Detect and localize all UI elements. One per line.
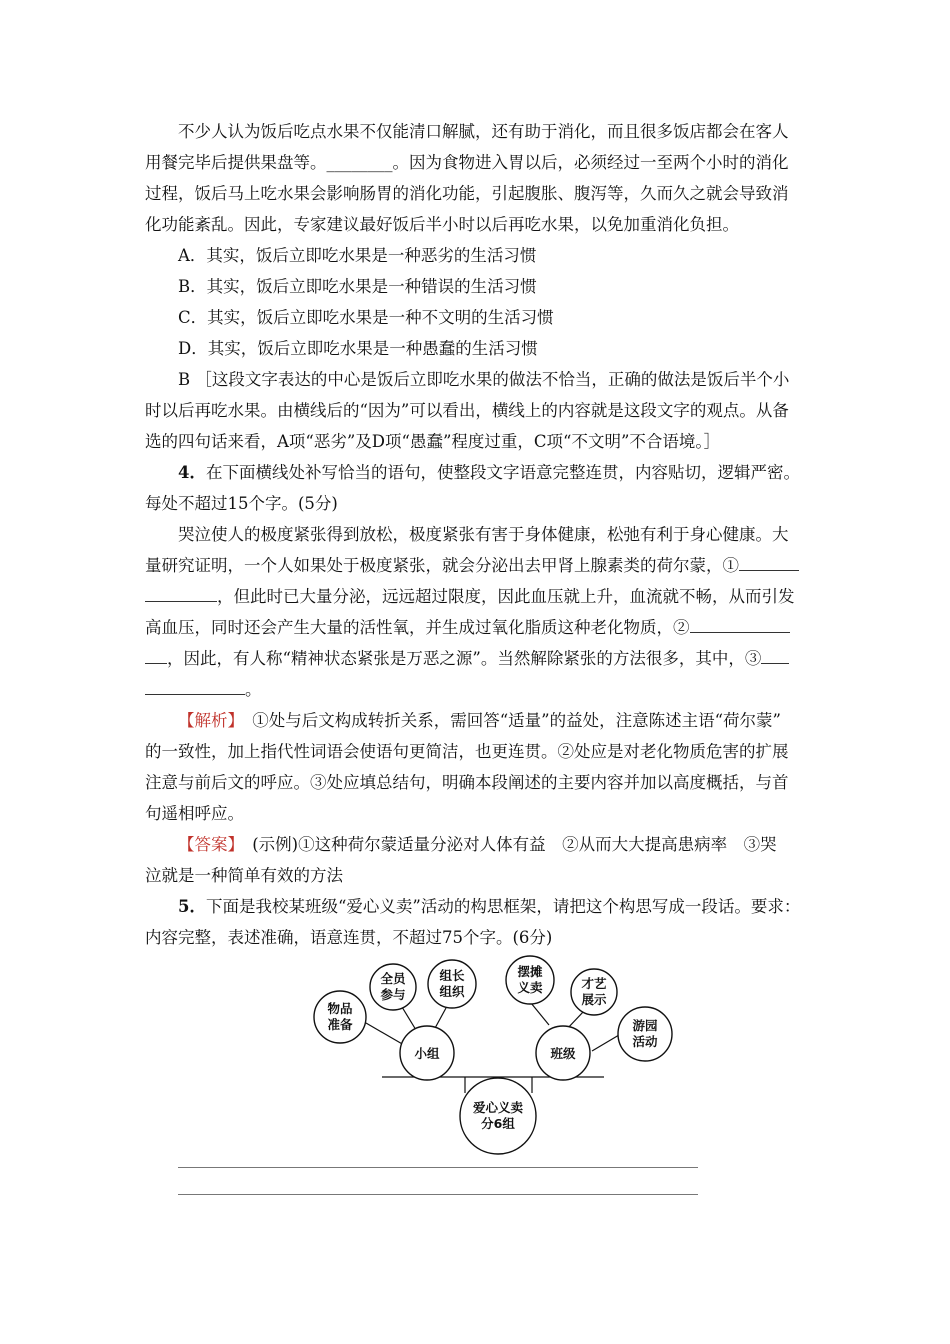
q5-number: 5． bbox=[178, 897, 206, 916]
q4-analysis-line-2: 的一致性，加上指代性词语会使语句更简洁，也更连贯。②处应是对老化物质危害的扩展 bbox=[145, 742, 789, 761]
q3-option-d: D．其实，饭后立即吃水果是一种愚蠢的生活习惯 bbox=[178, 339, 538, 358]
q5-prompt-text: 下面是我校某班级“爱心义卖”活动的构思框架，请把这个构思写成一段话。要求： bbox=[205, 897, 801, 916]
q3-answer-line-3: 选的四句话来看，A项“恶劣”及D项“愚蠢”程度过重，C项“不文明”不合语境。］ bbox=[145, 432, 721, 451]
q4-passage-text-2: 量研究证明，一个人如果处于极度紧张，就会分泌出去甲肾上腺素类的荷尔蒙，① bbox=[145, 556, 739, 575]
connector-youyuan bbox=[592, 1035, 619, 1051]
leaf-youyuan-label-2: 活动 bbox=[632, 1034, 658, 1049]
connector-baitan bbox=[531, 1003, 549, 1025]
q3-option-b: B．其实，饭后立即吃水果是一种错误的生活习惯 bbox=[178, 277, 537, 296]
leaf-zuzhang-label-2: 组织 bbox=[439, 984, 465, 999]
q4-analysis-line-3: 注意与前后文的呼应。③处应填总结句，明确本段阐述的主要内容并加以高度概括，与首 bbox=[145, 773, 789, 792]
q4-prompt-text: 在下面横线处补写恰当的语句，使整段文字语意完整连贯，内容贴切，逻辑严密。 bbox=[205, 463, 800, 482]
leaf-baitan-label-1: 摆摊 bbox=[517, 964, 543, 979]
q3-option-a: A．其实，饭后立即吃水果是一种恶劣的生活习惯 bbox=[178, 246, 537, 265]
leaf-quanyuan-label-1: 全员 bbox=[380, 971, 406, 986]
connector-zuzhang bbox=[434, 1008, 446, 1030]
hub-class-label: 班级 bbox=[550, 1046, 576, 1061]
answer-writing-line-2[interactable] bbox=[178, 1194, 698, 1195]
leaf-caiyi-label-1: 才艺 bbox=[581, 976, 607, 991]
leaf-wupin-label-1: 物品 bbox=[327, 1001, 353, 1016]
q4-analysis-line-4: 句遥相呼应。 bbox=[145, 804, 244, 823]
q4-passage-text-3: ，但此时已大量分泌，远远超过限度，因此血压就上升，血流就不畅，从而引发 bbox=[217, 587, 795, 606]
q4-passage-line-1: 哭泣使人的极度紧张得到放松，极度紧张有害于身体健康，松弛有利于身心健康。大 bbox=[178, 525, 789, 544]
center-label-2: 分6组 bbox=[481, 1116, 515, 1131]
q4-answer-line-2: 泣就是一种简单有效的方法 bbox=[145, 866, 343, 885]
q3-passage-line-2: 用餐完毕后提供果盘等。________。因为食物进入胃以后，必须经过一至两个小时的消化 bbox=[145, 153, 789, 172]
q3-passage-line-3: 过程，饭后马上吃水果会影响肠胃的消化功能，引起腹胀、腹泻等，久而久之就会导致消 bbox=[145, 184, 789, 203]
q3-answer-line-1: B ［这段文字表达的中心是饭后立即吃水果的做法不恰当，正确的做法是饭后半个小 bbox=[178, 370, 790, 389]
answer-tag: 【答案】 bbox=[178, 835, 236, 854]
q3-answer-line-2: 时以后再吃水果。由横线后的“因为”可以看出，横线上的内容就是这段文字的观点。从备 bbox=[145, 401, 789, 420]
analysis-tag: 【解析】 bbox=[178, 711, 236, 730]
connector-quanyuan bbox=[402, 1007, 416, 1030]
analysis-text-1: ①处与后文构成转折关系，需回答“适量”的益处，注意陈述主语“荷尔蒙” bbox=[252, 711, 781, 730]
q3-passage-line-4: 化功能紊乱。因此，专家建议最好饭后半小时以后再吃水果，以免加重消化负担。 bbox=[145, 215, 739, 234]
q4-passage-text-5: ，因此，有人称“精神状态紧张是万恶之源”。当然解除紧张的方法很多，其中，③ bbox=[167, 649, 762, 668]
connector-wupin bbox=[366, 1023, 404, 1045]
answer-writing-line-1[interactable] bbox=[178, 1167, 698, 1168]
leaf-youyuan-label-1: 游园 bbox=[632, 1018, 658, 1033]
hub-group-label: 小组 bbox=[414, 1046, 440, 1061]
leaf-quanyuan-label-2: 参与 bbox=[380, 987, 406, 1002]
q4-prompt-line-2: 每处不超过15个字。(5分) bbox=[145, 494, 338, 513]
leaf-baitan-label-2: 义卖 bbox=[517, 980, 543, 995]
leaf-wupin-label-2: 准备 bbox=[327, 1017, 353, 1032]
leaf-zuzhang-label-1: 组长 bbox=[439, 968, 465, 983]
q3-option-c: C．其实，饭后立即吃水果是一种不文明的生活习惯 bbox=[178, 308, 554, 327]
q4-passage-text-4: 高血压，同时还会产生大量的活性氧，并生成过氧化脂质这种老化物质，② bbox=[145, 618, 690, 637]
q3-passage-line-1: 不少人认为饭后吃点水果不仅能清口解腻，还有助于消化，而且很多饭店都会在客人 bbox=[178, 122, 789, 141]
q4-passage-end: 。 bbox=[245, 680, 262, 699]
q5-prompt-line-2: 内容完整，表述准确，语意连贯，不超过75个字。(6分) bbox=[145, 928, 553, 947]
q4-number: 4． bbox=[178, 463, 206, 482]
center-label-1: 爱心义卖 bbox=[472, 1100, 524, 1115]
answer-text-1: (示例)①这种荷尔蒙适量分泌对人体有益 ②从而大大提高患病率 ③哭 bbox=[252, 835, 777, 854]
leaf-caiyi-label-2: 展示 bbox=[581, 992, 607, 1007]
